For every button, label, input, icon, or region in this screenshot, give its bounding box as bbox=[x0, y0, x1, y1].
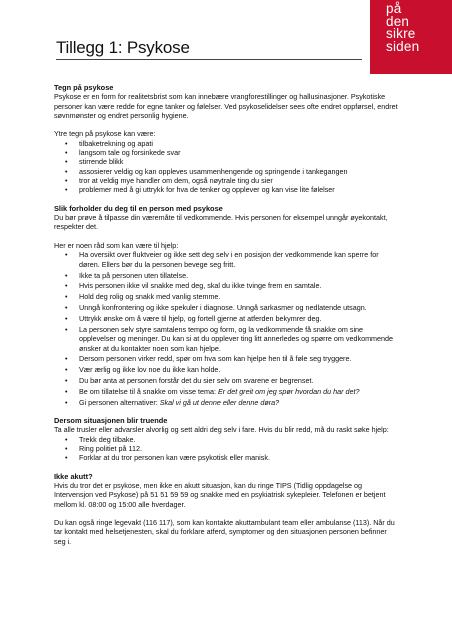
paragraph-truende-intro: Ta alle trusler eller advarsler alvorlig og sett aldri deg selv i fare. Hvis du blir redd, må du raskt søke hjelp: bbox=[54, 425, 389, 435]
list-item: • problemer med å gi uttrykk for hva de tenker og opplever og kan vise lite følelser bbox=[79, 185, 400, 194]
list-item: • Ikke ta på personen uten tillatelse. bbox=[79, 271, 400, 280]
list-item-example: Skal vi gå ut denne eller denne døra? bbox=[159, 398, 280, 408]
list-ytre-tegn bbox=[54, 139, 400, 195]
list-item bbox=[79, 398, 400, 407]
paragraph-tegn-intro: Psykose er en form for realitetsbrist som kan innebære vrangforestillinger og hallusinasjoner. Psykotiske personer kan være redde for egne tanker og følelser. Ved psykoselidelser sees ofte endret oppførsel, endret søvnmønster og endret personlig hygiene. bbox=[54, 92, 398, 120]
list-item: • stirrende blikk bbox=[79, 157, 400, 166]
title-underline bbox=[56, 59, 362, 60]
list-item: • Vær ærlig og ikke lov noe du ikke kan holde. bbox=[79, 365, 400, 374]
page-title: Tillegg 1: Psykose bbox=[56, 38, 190, 57]
brand-logo bbox=[370, 0, 452, 74]
list-item: • Forklar at du tror personen kan være psykotisk eller manisk. bbox=[79, 453, 400, 462]
list-item: • Ha oversikt over fluktveier og ikke sett deg selv i en posisjon der vedkommende kan sperre for døren. Ellers bør du la personen bevege seg fritt. bbox=[79, 250, 400, 269]
list-item: • tror at veldig mye handler om dem, også nøytrale ting du sier bbox=[79, 176, 400, 185]
list-item: • Du bør anta at personen forstår det du sier selv om svarene er begrenset. bbox=[79, 376, 400, 385]
paragraph-tegn-lead: Ytre tegn på psykose kan være: bbox=[54, 129, 156, 139]
list-item: • La personen selv styre samtalens tempo og form, og la vedkommende få snakke om sine opplevelser og meninger. Du kan si at du opplever ting litt annerledes og spørre om vedkommende ønsker at du kontakter noen som kan hjelpe. bbox=[79, 325, 400, 353]
document-body bbox=[54, 83, 400, 546]
logo-wordmark bbox=[386, 3, 419, 53]
list-item-text: Gi personen alternativer: bbox=[79, 398, 160, 408]
paragraph-slik-intro: Du bør prøve å tilpasse din væremåte til vedkommende. Hvis personen for eksempel unngår øyekontakt, respekter det. bbox=[54, 213, 388, 232]
logo-line: siden bbox=[386, 38, 420, 54]
list-item-example: Er det greit om jeg spør hvordan du har det? bbox=[218, 387, 360, 397]
list-item: • Unngå konfrontering og ikke spekuler i diagnose. Unngå sarkasmer og nedlatende utsagn. bbox=[79, 303, 400, 312]
section-heading-slik: Slik forholder du deg til en person med psykose bbox=[54, 203, 223, 213]
section-heading-truende: Dersom situasjonen blir truende bbox=[54, 415, 168, 425]
logo-line: på bbox=[386, 1, 402, 16]
paragraph-slik-lead: Her er noen råd som kan være til hjelp: bbox=[54, 241, 179, 251]
list-item: • langsom tale og forsinkede svar bbox=[79, 148, 400, 157]
paragraph-akutt-1: Hvis du tror det er psykose, men ikke en akutt situasjon, kan du ringe TIPS (Tidlig oppdagelse og Intervensjon ved Psykose) på 51 51 59 59 og snakke med en psykiatrisk sykepleier. Telefonen er betjent mellom kl. 08:00 og 15:00 alle hverdager. bbox=[54, 481, 386, 509]
paragraph-akutt-2: Du kan også ringe legevakt (116 117), som kan kontakte akuttambulant team eller ambulanse (113). Når du tar kontakt med helsetjenesten, skal du forklare atferd, symptomer og den situasjonen personen befinner seg i. bbox=[54, 518, 395, 546]
logo-line: den bbox=[386, 13, 410, 29]
list-item: • tilbaketrekning og apati bbox=[79, 139, 400, 148]
section-heading-tegn: Tegn på psykose bbox=[54, 83, 114, 92]
section-heading-akutt: Ikke akutt? bbox=[54, 471, 93, 481]
list-rad bbox=[54, 250, 400, 407]
list-item-text: Be om tillatelse til å snakke om visse tema: bbox=[79, 387, 219, 397]
list-item bbox=[79, 387, 400, 396]
list-item: • Ring politiet på 112. bbox=[79, 444, 400, 453]
list-item: • Dersom personen virker redd, spør om hva som kan hjelpe hen til å føle seg tryggere. bbox=[79, 354, 400, 363]
list-truende bbox=[54, 435, 400, 463]
list-item: • assosierer veldig og kan oppleves usammenhengende og springende i tankegangen bbox=[79, 167, 400, 176]
list-item: • Hold deg rolig og snakk med vanlig stemme. bbox=[79, 292, 400, 301]
list-item: • Trekk deg tilbake. bbox=[79, 435, 400, 444]
list-item: • Hvis personen ikke vil snakke med deg, skal du ikke tvinge frem en samtale. bbox=[79, 281, 400, 290]
list-item: • Uttrykk ønske om å være til hjelp, og fortell gjerne at atferden bekymrer deg. bbox=[79, 314, 400, 323]
logo-line: sikre bbox=[386, 26, 416, 42]
